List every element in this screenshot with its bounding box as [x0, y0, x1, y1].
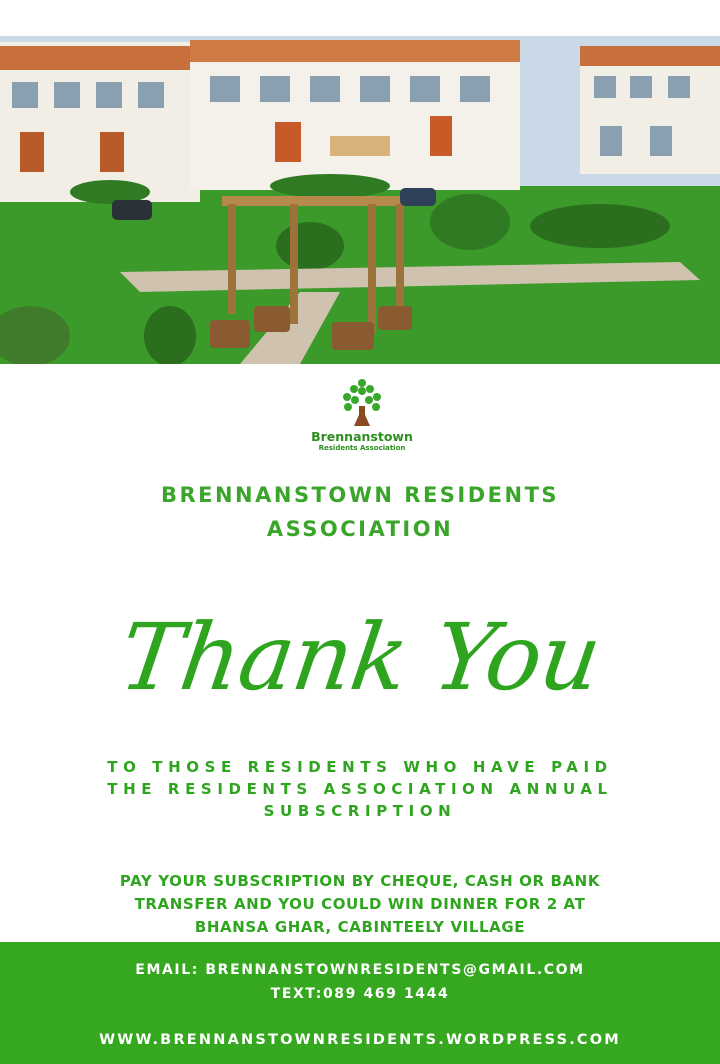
- payment-note-line: TRANSFER AND YOU COULD WIN DINNER FOR 2 AT: [134, 895, 586, 913]
- thanks-message-line: THE RESIDENTS ASSOCIATION ANNUAL: [107, 780, 613, 798]
- brennanstown-logo: [300, 378, 424, 462]
- contact-email[interactable]: EMAIL: BRENNANSTOWNRESIDENTS@GMAIL.COM: [135, 962, 585, 978]
- contact-footer: [0, 942, 720, 1064]
- hero-photo: [0, 36, 720, 364]
- thanks-message-line: SUBSCRIPTION: [263, 802, 457, 820]
- tree-icon: [340, 378, 384, 428]
- logo-name: Brennanstown: [311, 429, 413, 444]
- thanks-message: [60, 756, 660, 822]
- contact-phone[interactable]: TEXT:089 469 1444: [270, 986, 450, 1002]
- organization-title-line: ASSOCIATION: [266, 517, 454, 541]
- website-link[interactable]: WWW.BRENNANSTOWNRESIDENTS.WORDPRESS.COM: [99, 1032, 621, 1048]
- logo-subtitle: Residents Association: [318, 444, 406, 452]
- payment-note: [60, 870, 660, 939]
- thank-you-heading: Thank You: [113, 604, 607, 711]
- organization-title-line: BRENNANSTOWN RESIDENTS: [160, 483, 560, 507]
- payment-note-line: BHANSA GHAR, CABINTEELY VILLAGE: [194, 918, 526, 936]
- thanks-message-line: TO THOSE RESIDENTS WHO HAVE PAID: [107, 758, 613, 776]
- payment-note-line: PAY YOUR SUBSCRIPTION BY CHEQUE, CASH OR BANK: [119, 872, 601, 890]
- organization-title: [40, 478, 680, 546]
